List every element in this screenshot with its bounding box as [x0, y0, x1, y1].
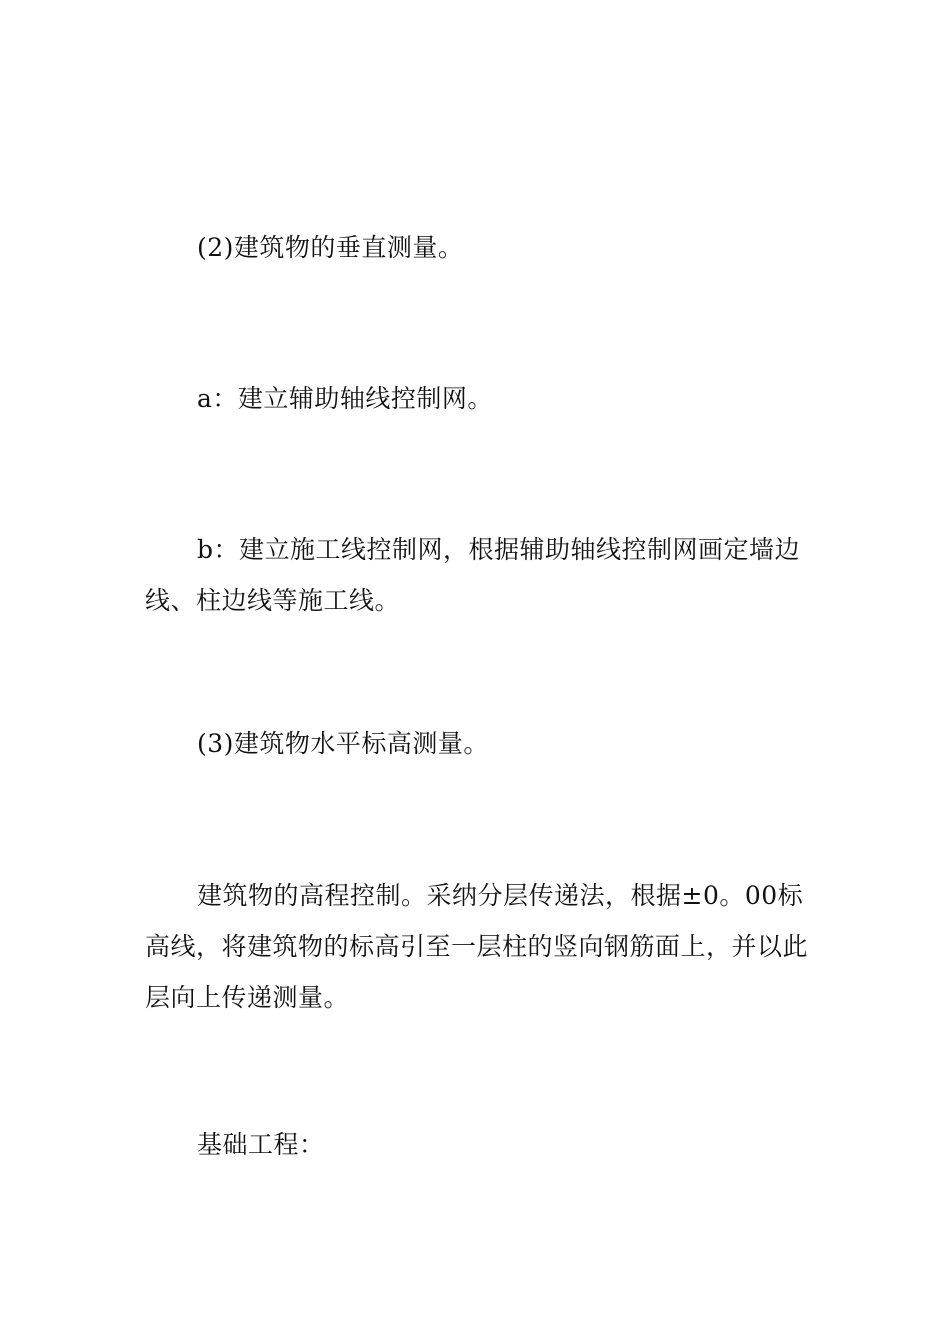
paragraph-vertical-survey: (2)建筑物的垂直测量。	[197, 233, 464, 262]
paragraph-elevation-control: 建筑物的高程控制。采纳分层传递法，根据±0。00标高线，将建筑物的标高引至一层柱的竖向钢筋面上，并以此层向上传递测量。	[145, 881, 809, 1012]
paragraph-construction-line-network: b：建立施工线控制网，根据辅助轴线控制网画定墙边线、柱边线等施工线。	[145, 535, 801, 615]
paragraph-horizontal-elevation-survey: (3)建筑物水平标高测量。	[197, 729, 489, 758]
paragraph-auxiliary-axis-network: a：建立辅助轴线控制网。	[197, 384, 493, 413]
paragraph-foundation-works: 基础工程：	[197, 1130, 325, 1159]
